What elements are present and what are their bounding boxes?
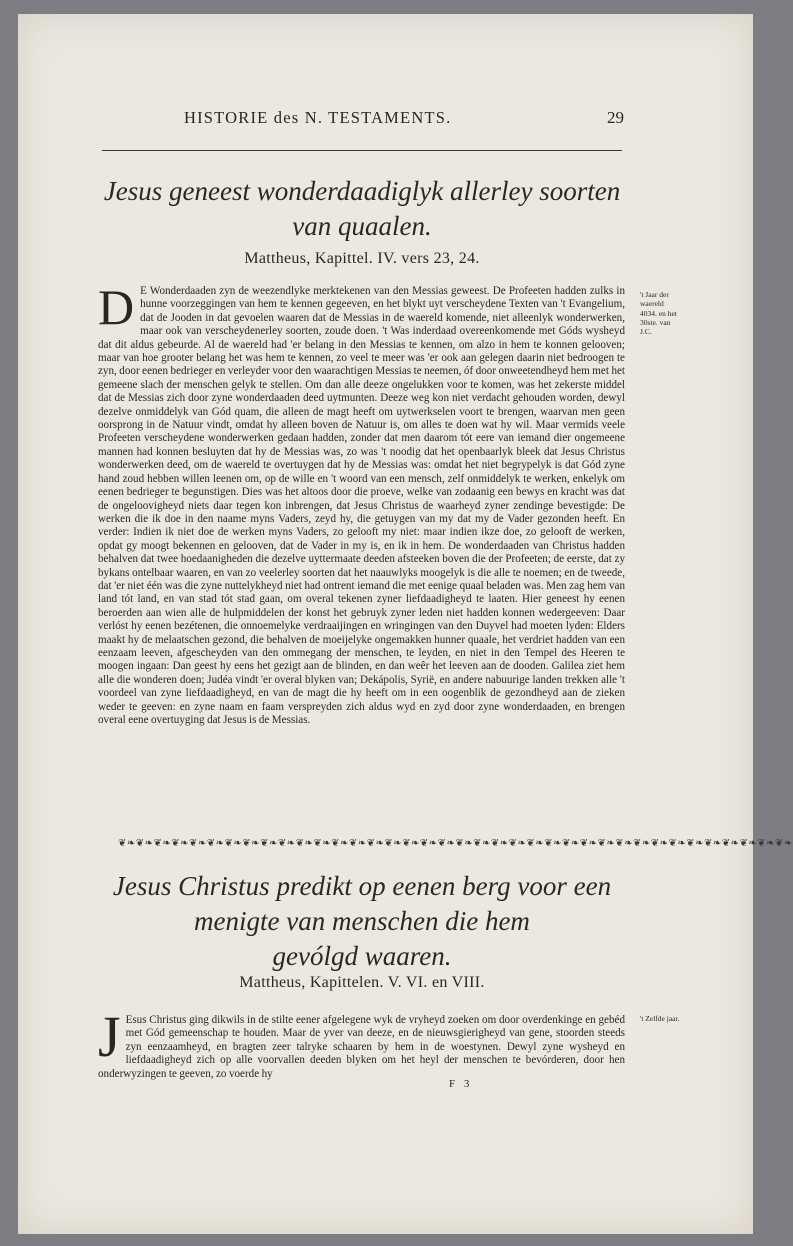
section1-title xyxy=(102,174,622,244)
section1-text: E Wonderdaaden zyn de weezendlyke merktekenen van den Messias geweest. De Profeeten hadden zulks in hunne voorzeggingen van hem te kennen gegeeven, en het blykt uyt verscheydene Texten van 't Evangelium, dat de Jooden in dat gevoelen waaren dat de Messias in de waereld komende, niet alleenlyk wonderwerken, maar ook van verscheydenerley soorten, zoude doen. 't Was inderdaad overeenkomende met Góds wysheyd dat dit aldus gebeurde. Al de waereld had 'er belang in den Messias te kennen, om alzo in hem te konnen gelooven; maar van hoe grooter belang het was hem te kennen, zo veel te meer was 'er ook aan gelegen daarin niet bedroogen te zyn, door eenen bedrieger en verleyder voor den waarachtigen Messias te neemen, óf door onweetendheyd hem met het gemeene slach der menschen gelyk te stellen. Om dan alle deeze ongelukken voor te komen, was het zekerste middel dat de Messias zich door zyne wonderdaaden deed uytmunten. Deeze weg kon niet verdacht gehouden worden, dewyl dezelve onmiddelyk van Gód quam, die alleen de magt heeft om uytwerkselen voort te brengen, waarvan men geen oorsprong in de Natuur vindt, omdat hy alleen boven de Natuur is, om alles te doen wat hy wil. Maar vermids veele Profeeten verscheydene wonderwerken gedaan hadden, zonder dat men daarom tót eere van iemand dier ongemeene mannen had konnen besluyten dat hy de Messias was, zo was 't noodig dat het openbaarlyk bleek dat Jesus Christus wonderwerken deed, om de waereld te overtuygen dat hy de Messias was: omdat het niet begrypelyk is dat Gód zyne hand zoud hebben willen leenen om, op de wille en 't woord van een mensch, zelf onmiddelyk te werken, enkelyk om eenen bedrieger te begunstigen. Dies was het altoos door die proeve, welke van zodaanig een bewys en kracht was dat de ongeloovigheyd niets daar tegen kon inbrengen, dat Jesus Christus de waarheyd zyner zendinge bevestigde: De werken die ik doe in den naame myns Vaders, zeyd hy, die getuygen van my dat my de Vader gezonden heeft. En verder: Indien ik niet doe de werken myns Vaders, zo gelooft my niet: maar indien ikze doe, zo gelooft de werken, opdat gy moogt bekennen en gelooven, dat de Vader in my is, en ik in hem. De wonderdaaden van Christus hadden behalven dat twee hoedaanigheden die dezelve uyttermaate deeden afsteeken boven die der Profeeten; de eerste, dat zy bykans ontelbaar waaren, en van zo veelerley soorten dat het naauwlyks moogelyk is die alle te noemen; en de tweede, dat 'er niet één was die zyne nuttelykheyd niet had ontrent iemand die met eenige quaal beladen was. Men zag hem van land tót land, en van stad tót stad gaan, om overal tekenen zyner liefdaadigheyd te laaten. Hier geneest hy eenen beroerden aan wien alle de hulpmiddelen der konst het gebruyk zyner leden niet hadden konnen wedergeeven: Daar verlóst hy eenen bezétenen, die onnoemelyke verdraaijingen en wringingen van den Duyvel had moeten lyden: Elders maakt hy de melaatschen gezond, die behalven de moeijelyke ongemakken hunner quaale, het verdriet hadden van een eenzaam leeven, afgescheyden van den ommegang der menschen, te leyden, en niet in den Tempel des Heeren te moogen ingaan: Dan geest hy eens het gezigt aan de blinden, en dan weêr het leeven aan de dooden. Galilea ziet hem alle die wonderen doen; Judéa vindt 'er overal blyken van; Dekápolis, Syrië, en andere nabuurige landen trekken alle 't voordeel van zyne liefdaadigheyd, en van de magt die hy heeft om in een oogenblik de gezondheyd aan de zieken weder te geeven: en zyne naam en faam verspreyden zich aldus wyd en zyd door zyne wonderdaaden, en brengen overal eene overtuyging dat Jesus is de Messias. xyxy=(98,285,625,726)
section2-drop-cap: J xyxy=(98,1004,121,1069)
signature-mark: F 3 xyxy=(449,1078,473,1090)
book-page xyxy=(18,14,793,1234)
section2-reference: Mattheus, Kapittelen. V. VI. en VIII. xyxy=(239,974,485,991)
running-title: HISTORIE des N. TESTAMENTS. xyxy=(184,108,452,127)
section2-title-line2: menigte van menschen die hem xyxy=(194,906,530,936)
section1-reference: Mattheus, Kapittel. IV. vers 23, 24. xyxy=(244,250,480,267)
section1-body xyxy=(98,279,625,825)
section2-title-line3: gevólgd waaren. xyxy=(272,941,452,971)
running-head xyxy=(184,108,624,128)
section2-body xyxy=(98,1004,625,1080)
header-rule xyxy=(102,150,622,151)
section1-drop-cap: D xyxy=(98,279,135,335)
section2-text: Esus Christus ging dikwils in de stilte eener afgelegene wyk de vryheyd zoeken om door overdenkinge en gebéd met Gód gemeenschap te houden. Maar de yver van deeze, en de nieuwsgierigheyd van gene, stoorden steeds zyn eenzaamheyd, en bragten zeer talryke schaaren by hem in de woestynen. Dewyl zyne wysheyd en liefdaadigheyd zich op alle voorvallen deeden blyken om het heyl der menschen te bevórderen, door hen onderwyzingen te geeven, zo voerde hy xyxy=(98,1014,625,1080)
section1-margin-note: 't Jaar der waereld 4034. en het 30ste. van J.C. xyxy=(640,290,677,337)
section1-title-line2: van quaalen. xyxy=(292,211,432,241)
section2-title-line1: Jesus Christus predikt op eenen berg voor een xyxy=(112,871,612,901)
section2-title xyxy=(102,869,622,974)
section1-title-line1: Jesus geneest wonderdaadiglyk allerley soorten xyxy=(103,176,621,206)
paper-sheet xyxy=(18,14,793,1234)
ornamental-divider: ❦❧❦❧❦❧❦❧❦❧❦❧❦❧❦❧❦❧❦❧❦❧❦❧❦❧❦❧❦❧❦❧❦❧❦❧❦❧❦❧❦❧❦❧❦❧❦❧❦❧❦❧❦❧❦❧❦❧❦❧❦❧❦❧❦❧❦❧❦❧❦❧❦❧❦❧ xyxy=(118,838,793,849)
section2-margin-note: 't Zelfde jaar. xyxy=(640,1014,680,1023)
page-number: 29 xyxy=(607,108,624,127)
